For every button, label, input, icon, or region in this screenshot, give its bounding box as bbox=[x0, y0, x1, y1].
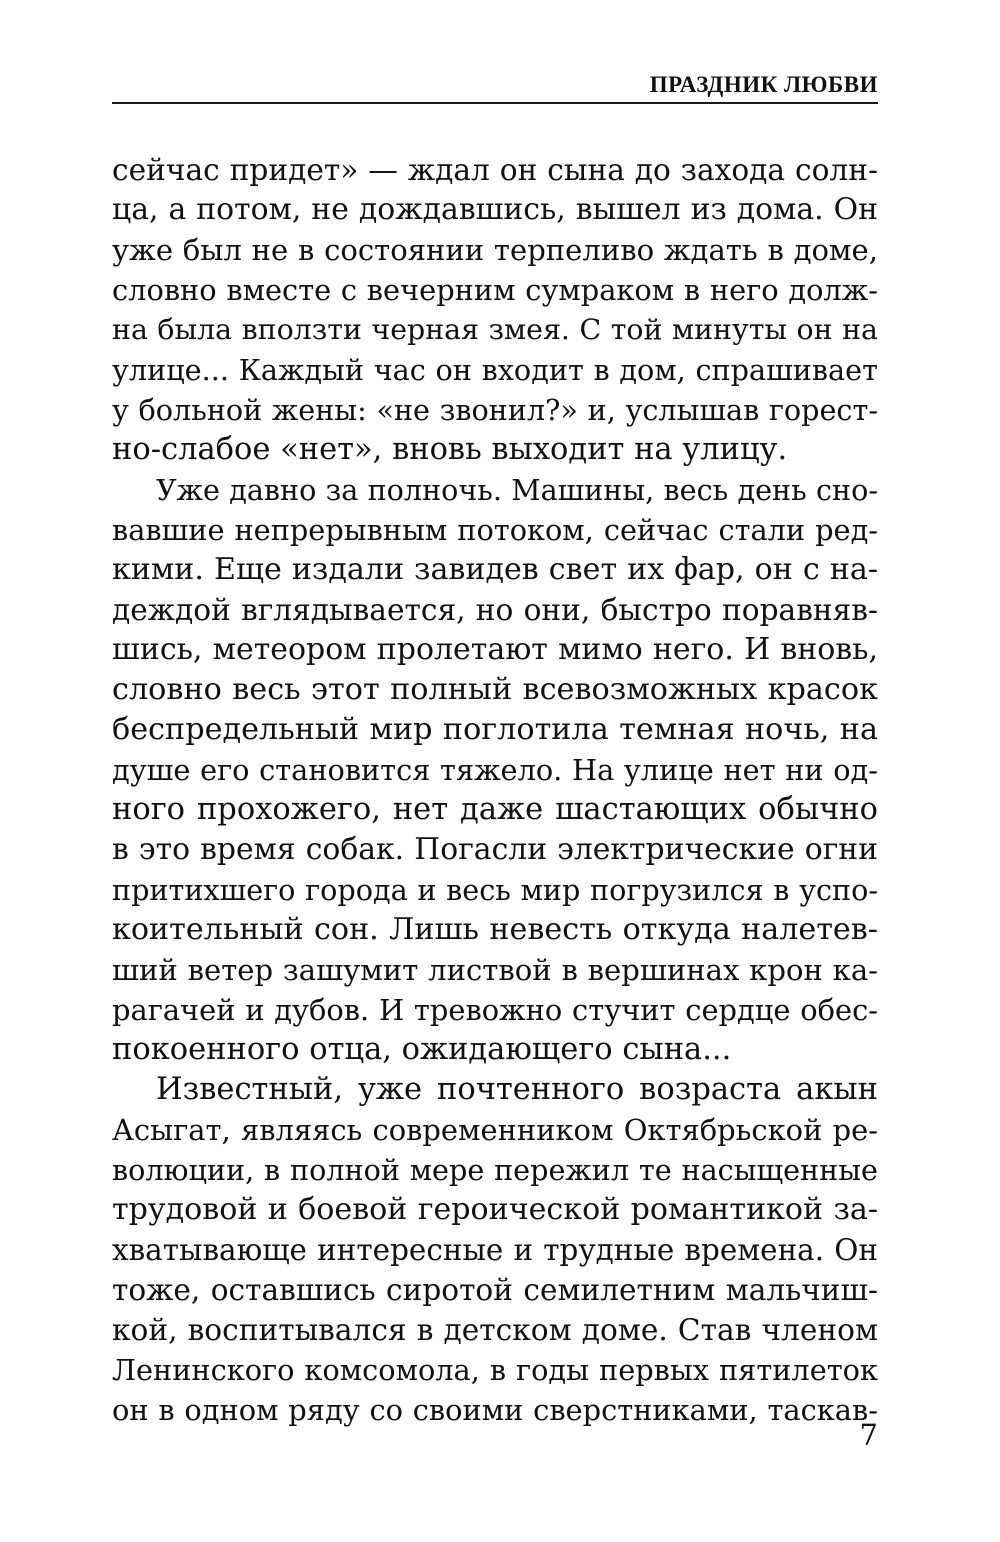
text-line: словно весь этот полный всевозможных красок bbox=[112, 672, 878, 707]
text-line: Асыгат, являясь современником Октябрьской ре- bbox=[112, 1113, 878, 1147]
text-line: покоенного отца, ожидающего сына... bbox=[112, 1032, 732, 1067]
text-line: но-слабое «нет», вновь выходит на улицу. bbox=[112, 432, 788, 467]
text-line: ший ветер зашумит листвой в вершинах крон ка- bbox=[112, 953, 878, 987]
text-line: вавшие непрерывным потоком, сейчас стали ред- bbox=[112, 513, 878, 547]
text-line: хватывающе интересные и трудные времена. Он bbox=[112, 1233, 878, 1267]
paragraph-2 bbox=[112, 470, 878, 1070]
text-line: беспредельный мир поглотила темная ночь, на bbox=[112, 712, 878, 747]
text-line: кими. Еще издали завидев свет их фар, он с на- bbox=[112, 552, 878, 587]
text-line: волюции, в полной мере пережил те насыщенные bbox=[112, 1153, 878, 1187]
text-line: тоже, оставшись сиротой семилетним мальчиш- bbox=[112, 1273, 878, 1307]
text-line: рагачей и дубов. И тревожно стучит сердце обес- bbox=[112, 993, 878, 1027]
text-line: Уже давно за полночь. Машины, весь день сно- bbox=[156, 473, 878, 507]
text-line: коительный сон. Лишь невесть откуда налетев- bbox=[112, 912, 878, 947]
paragraph-1 bbox=[112, 150, 878, 470]
text-line: на была вползти черная змея. С той минуты он на bbox=[112, 313, 878, 346]
text-line: он в одном ряду со своими сверстниками, таскав- bbox=[112, 1393, 878, 1427]
text-line: сейчас придет» — ждал он сына до захода солн- bbox=[112, 152, 878, 187]
text-line: улице... Каждый час он входит в дом, спрашивает bbox=[112, 353, 878, 387]
text-line: у больной жены: «не звонил?» и, услышав горест- bbox=[112, 393, 878, 427]
text-line: деждой вглядывается, но они, быстро поравняв- bbox=[112, 592, 878, 627]
text-line: ца, а потом, не дождавшись, вышел из дома. Он bbox=[112, 192, 878, 227]
text-line: Известный, уже почтенного возраста акын bbox=[156, 1072, 878, 1107]
paragraph-3 bbox=[112, 1070, 878, 1430]
running-head-title: ПРАЗДНИК ЛЮБВИ bbox=[649, 72, 878, 97]
text-line: Ленинского комсомола, в годы первых пятилеток bbox=[112, 1353, 878, 1387]
text-line: в это время собак. Погасли электрические огни bbox=[112, 832, 878, 867]
body-text bbox=[112, 150, 878, 1430]
text-line: словно вместе с вечерним сумраком в него долж- bbox=[112, 273, 878, 307]
text-line: шись, метеором пролетают мимо него. И вновь, bbox=[112, 632, 878, 667]
text-line: кой, воспитывался в детском доме. Став членом bbox=[112, 1312, 878, 1347]
page-number: 7 bbox=[859, 1418, 878, 1452]
text-line: притихшего города и весь мир погрузился в успо- bbox=[112, 873, 878, 907]
text-line: уже был не в состоянии терпеливо ждать в доме, bbox=[112, 233, 878, 267]
text-line: трудовой и боевой героической романтикой за- bbox=[112, 1192, 878, 1227]
text-line: ного прохожего, нет даже шастающих обычно bbox=[112, 792, 878, 827]
text-line: душе его становится тяжело. На улице нет ни од- bbox=[112, 753, 878, 787]
running-head bbox=[112, 62, 878, 104]
